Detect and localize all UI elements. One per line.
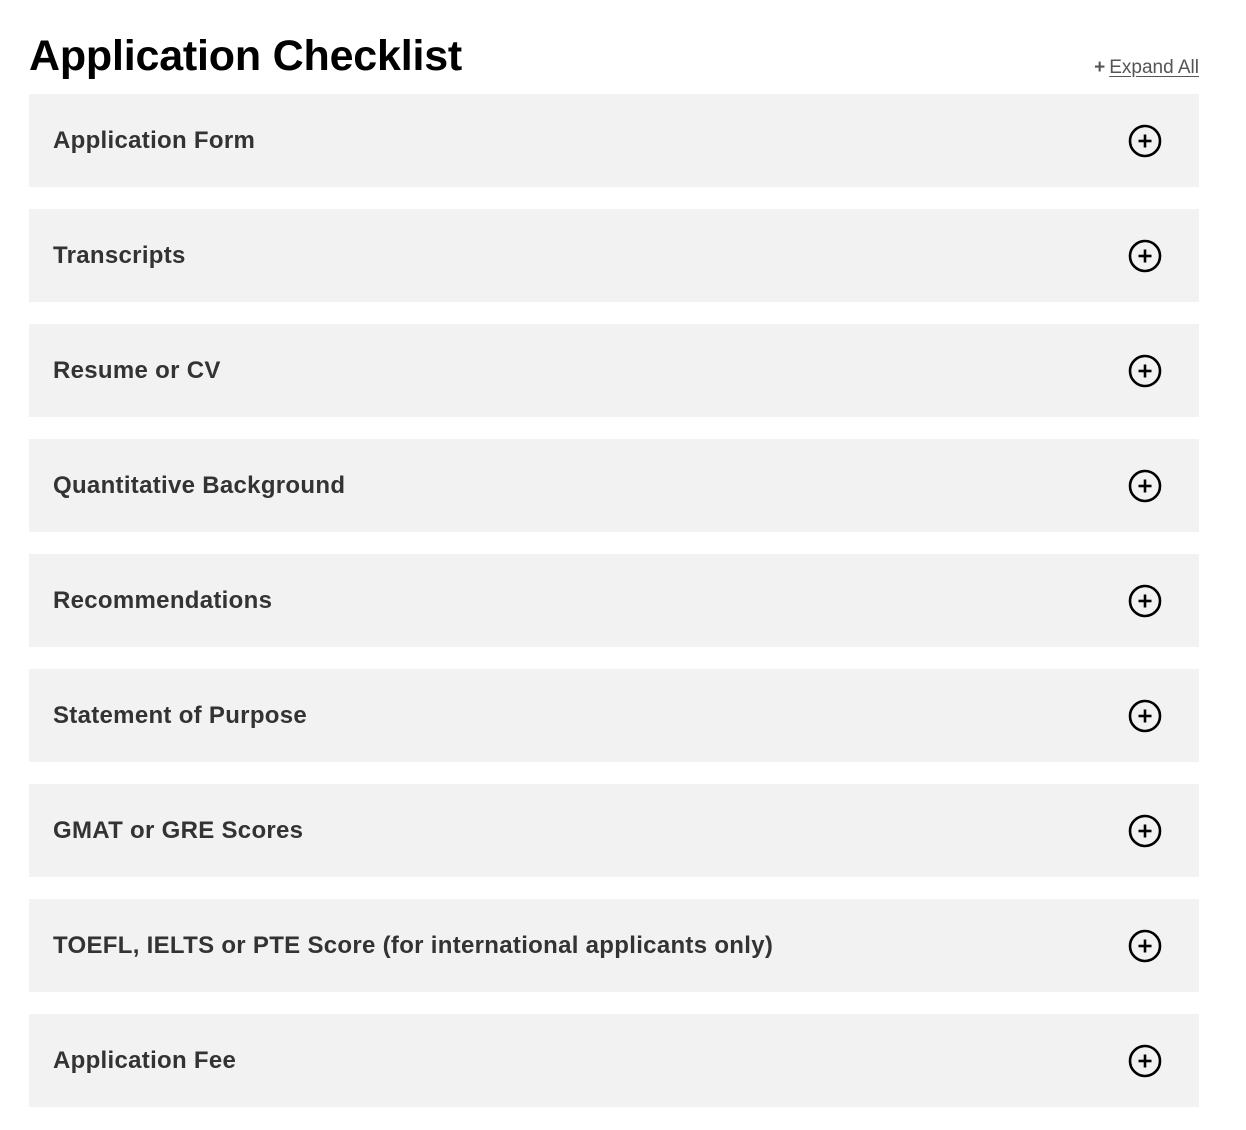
plus-circle-icon[interactable] — [1128, 354, 1162, 388]
expand-all-label[interactable]: Expand All — [1109, 57, 1199, 78]
accordion-item-label: Recommendations — [53, 586, 273, 614]
plus-circle-icon[interactable] — [1128, 469, 1162, 503]
accordion-item-application-form[interactable] — [29, 94, 1199, 187]
accordion-item-english-test-score[interactable] — [29, 899, 1199, 992]
accordion-item-resume-or-cv[interactable] — [29, 324, 1199, 417]
plus-circle-icon[interactable] — [1128, 1044, 1162, 1078]
accordion-item-quantitative-background[interactable] — [29, 439, 1199, 532]
plus-circle-icon[interactable] — [1128, 814, 1162, 848]
accordion-item-application-fee[interactable] — [29, 1014, 1199, 1107]
accordion-item-label: GMAT or GRE Scores — [53, 816, 304, 844]
accordion-item-recommendations[interactable] — [29, 554, 1199, 647]
plus-circle-icon[interactable] — [1128, 699, 1162, 733]
accordion-item-label: Statement of Purpose — [53, 701, 308, 729]
accordion-item-label: Application Fee — [53, 1046, 237, 1074]
accordion-item-label: Application Form — [53, 126, 256, 154]
accordion-item-label: Resume or CV — [53, 356, 221, 384]
accordion-item-label: Quantitative Background — [53, 471, 346, 499]
plus-circle-icon[interactable] — [1128, 239, 1162, 273]
plus-circle-icon[interactable] — [1128, 584, 1162, 618]
page-title: Application Checklist — [29, 32, 463, 80]
accordion-item-transcripts[interactable] — [29, 209, 1199, 302]
application-checklist-page — [29, 0, 1199, 1129]
plus-circle-icon[interactable] — [1128, 929, 1162, 963]
plus-circle-icon[interactable] — [1128, 124, 1162, 158]
accordion-item-gmat-or-gre-scores[interactable] — [29, 784, 1199, 877]
checklist-header — [29, 0, 1199, 94]
accordion-item-label: TOEFL, IELTS or PTE Score (for international applicants only) — [53, 931, 774, 959]
plus-icon: + — [1094, 57, 1106, 78]
checklist-accordion — [29, 94, 1199, 1107]
accordion-item-statement-of-purpose[interactable] — [29, 669, 1199, 762]
accordion-item-label: Transcripts — [53, 241, 186, 269]
expand-all-button[interactable] — [1094, 57, 1199, 79]
